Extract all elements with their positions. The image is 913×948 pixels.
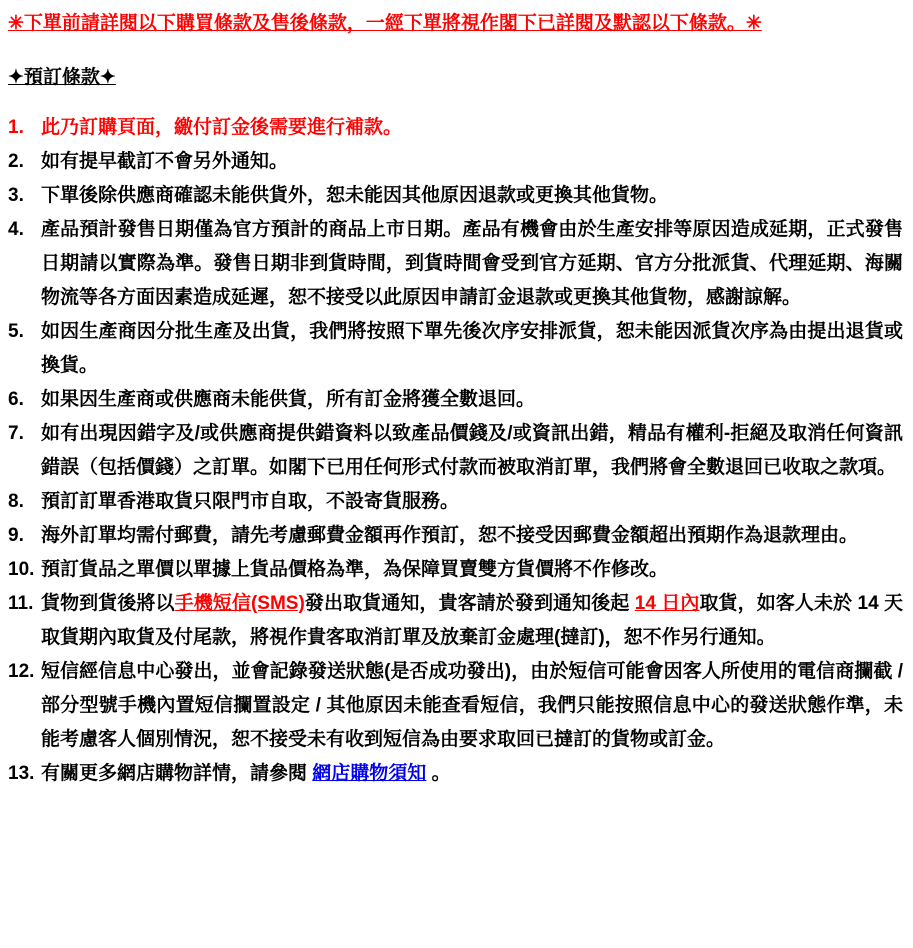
term-text (41, 587, 903, 655)
term-segment: 短信經信息中心發出，並會記錄發送狀態(是否成功發出)，由於短信可能會因客人所使用的電信商攔截 / 部分型號手機內置短信攔置設定 / 其他原因未能查看短信，我們只能按照信息中心的發送狀態作準，未能考慮客人個別情況，恕不接受未有收到短信為由要求取回已撻訂的貨物或訂金。 (41, 660, 903, 750)
term-segment: 14 日內 (634, 592, 700, 614)
term-segment: 取貨，如客人未於 14 天取貨期內取貨及付尾款，將視作貴客取消訂單及放棄訂金處理(撻訂)，恕不作另行通知。 (41, 592, 904, 648)
term-segment: 如因生產商因分批生產及出貨，我們將按照下單先後次序安排派貨，恕未能因派貨次序為由提出退貨或換貨。 (41, 320, 903, 376)
term-number: 7. (8, 422, 24, 444)
term-item (8, 553, 903, 587)
term-text (41, 111, 903, 145)
term-text (41, 757, 903, 791)
term-number: 6. (8, 388, 24, 410)
terms-list (8, 111, 903, 791)
term-item (8, 383, 903, 417)
term-segment: 此乃訂購頁面，繳付訂金後需要進行補款。 (41, 116, 403, 138)
term-text (41, 383, 903, 417)
term-number: 8. (8, 490, 24, 512)
term-item (8, 145, 903, 179)
term-segment: 預訂貨品之單價以單據上貨品價格為準，為保障買賣雙方貨價將不作修改。 (41, 558, 669, 580)
term-number: 11. (8, 592, 34, 614)
term-item (8, 315, 903, 383)
term-segment: 如果因生產商或供應商未能供貨，所有訂金將獲全數退回。 (41, 388, 536, 410)
term-number: 9. (8, 524, 24, 546)
term-number: 4. (8, 218, 24, 240)
term-text (41, 179, 903, 213)
term-segment: 產品預計發售日期僅為官方預計的商品上市日期。產品有機會由於生產安排等原因造成延期，正式發售日期請以實際為準。發售日期非到貨時間，到貨時間會受到官方延期、官方分批派貨、代理延期、海關物流等各方面因素造成延遲，恕不接受以此原因申請訂金退款或更換其他貨物，感謝諒解。 (41, 218, 903, 308)
term-segment: 發出取貨通知，貴客請於發到通知後起 (304, 592, 635, 614)
term-segment: 預訂訂單香港取貨只限門市自取，不設寄貨服務。 (41, 490, 460, 512)
term-item (8, 417, 903, 485)
term-item (8, 213, 903, 315)
term-segment: 有關更多網店購物詳情，請參閱 (41, 762, 313, 784)
term-text (41, 213, 903, 315)
term-item (8, 757, 903, 791)
term-number: 1. (8, 116, 24, 138)
term-number: 3. (8, 184, 24, 206)
term-number: 10. (8, 558, 35, 580)
term-text (41, 315, 903, 383)
term-text (41, 417, 903, 485)
term-segment: 。 (426, 762, 451, 784)
term-item (8, 655, 903, 757)
term-segment: 貨物到貨後將以 (41, 592, 175, 614)
term-item (8, 587, 903, 655)
term-item (8, 485, 903, 519)
term-item (8, 519, 903, 553)
term-segment: 如有提早截訂不會另外通知。 (41, 150, 289, 172)
term-item (8, 179, 903, 213)
term-number: 13. (8, 762, 35, 784)
store-shopping-guide-link[interactable]: 網店購物須知 (312, 762, 427, 784)
term-text (41, 485, 903, 519)
term-segment: 如有出現因錯字及/或供應商提供錯資料以致產品價錢及/或資訊出錯，精品有權利-拒絕及取消任何資訊錯誤（包括價錢）之訂單。如閣下已用任何形式付款而被取消訂單，我們將會全數退回已收取之款項。 (41, 422, 903, 478)
term-text (41, 655, 903, 757)
term-number: 5. (8, 320, 24, 342)
term-text (41, 553, 903, 587)
term-text (41, 519, 903, 553)
section-title-preorder-terms: ✦預訂條款✦ (8, 66, 116, 88)
term-number: 12. (8, 660, 35, 682)
purchase-notice-banner: ✳下單前請詳閱以下購買條款及售後條款，一經下單將視作閣下已詳閱及默認以下條款。✳ (8, 13, 762, 34)
term-item (8, 111, 903, 145)
term-text (41, 145, 903, 179)
term-number: 2. (8, 150, 24, 172)
term-segment: 下單後除供應商確認未能供貨外，恕未能因其他原因退款或更換其他貨物。 (41, 184, 669, 206)
term-segment: 手機短信(SMS) (174, 592, 305, 614)
term-segment: 海外訂單均需付郵費，請先考慮郵費金額再作預訂，恕不接受因郵費金額超出預期作為退款理由。 (41, 524, 859, 546)
